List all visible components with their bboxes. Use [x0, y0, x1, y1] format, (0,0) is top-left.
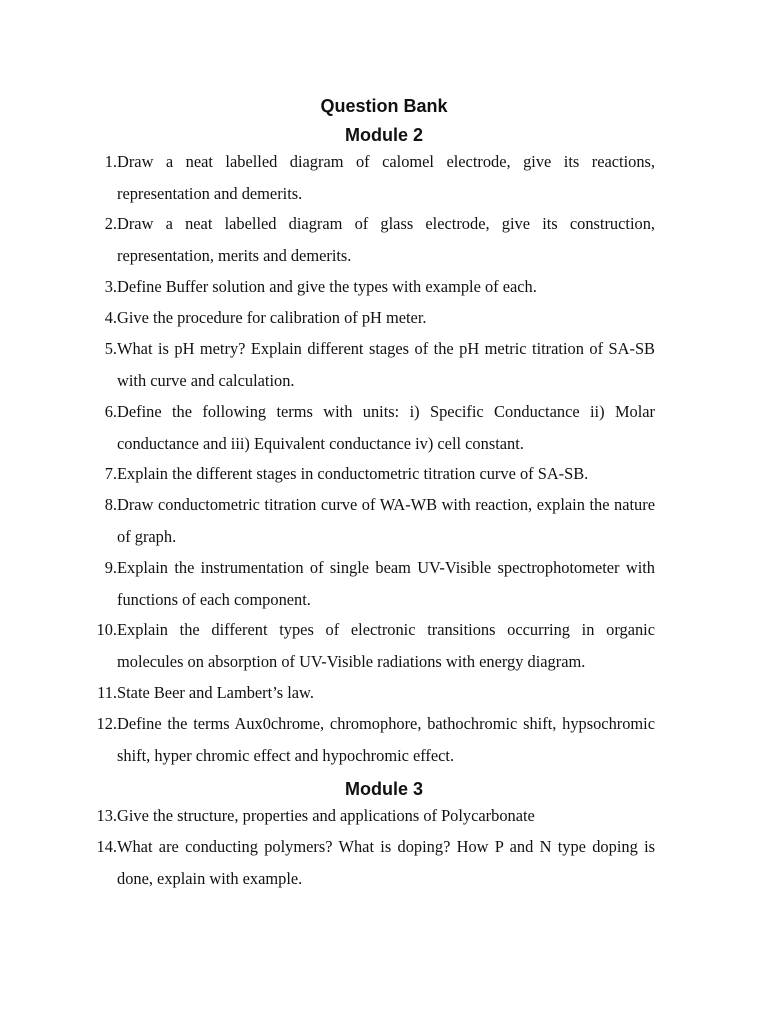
question-item: [84, 800, 655, 832]
question-item: [84, 489, 655, 552]
module-heading: Module 2: [344, 125, 423, 145]
question-item: [84, 146, 655, 209]
question-item: [84, 831, 655, 894]
question-item: [84, 677, 655, 709]
question-number: 7.: [104, 464, 117, 483]
question-text: Define the terms Aux0chrome, chromophore, bathochromic shift, hypsochromic shift, hyper chromic effect and hypochromic effect.: [117, 714, 655, 765]
question-text: Draw conductometric titration curve of WA-WB with reaction, explain the nature of graph.: [117, 495, 655, 546]
question-text: Define the following terms with units: i) Specific Conductance ii) Molar conductance and iii) Equivalent conductance iv) cell constant.: [117, 402, 655, 453]
question-number: 4.: [104, 308, 117, 327]
question-number: 14.: [96, 837, 117, 856]
question-number: 10.: [96, 620, 117, 639]
question-item: [84, 208, 655, 271]
question-number: 5.: [104, 339, 117, 358]
question-text: What are conducting polymers? What is doping? How P and N type doping is done, explain with example.: [117, 837, 655, 888]
module-heading: Module 3: [344, 779, 423, 799]
question-text: Draw a neat labelled diagram of glass electrode, give its construction, representation, merits and demerits.: [117, 214, 655, 265]
question-item: [84, 396, 655, 459]
question-number: 6.: [104, 402, 117, 421]
question-text: Draw a neat labelled diagram of calomel electrode, give its reactions, representation and demerits.: [117, 152, 655, 203]
question-item: [84, 552, 655, 615]
question-item: [84, 708, 655, 771]
question-number: 3.: [104, 277, 117, 296]
question-text: Explain the instrumentation of single beam UV-Visible spectrophotometer with functions of each component.: [117, 558, 655, 609]
question-item: [84, 614, 655, 677]
question-number: 1.: [104, 152, 117, 171]
question-text: Give the procedure for calibration of pH meter.: [117, 308, 427, 327]
document-title: Question Bank: [320, 96, 448, 116]
question-item: [84, 271, 655, 303]
question-item: [84, 302, 655, 334]
question-text: Explain the different types of electronic transitions occurring in organic molecules on absorption of UV-Visible radiations with energy diagram.: [117, 620, 655, 671]
question-text: State Beer and Lambert’s law.: [117, 683, 314, 702]
question-number: 12.: [96, 714, 117, 733]
question-number: 13.: [96, 806, 117, 825]
question-text: What is pH metry? Explain different stages of the pH metric titration of SA-SB with curve and calculation.: [117, 339, 655, 390]
question-text: Explain the different stages in conductometric titration curve of SA-SB.: [117, 464, 589, 483]
question-item: [84, 333, 655, 396]
question-number: 11.: [97, 683, 117, 702]
question-number: 9.: [104, 558, 117, 577]
question-number: 2.: [104, 214, 117, 233]
question-text: Define Buffer solution and give the types with example of each.: [117, 277, 537, 296]
question-text: Give the structure, properties and applications of Polycarbonate: [117, 806, 535, 825]
question-number: 8.: [104, 495, 117, 514]
question-item: [84, 458, 655, 490]
